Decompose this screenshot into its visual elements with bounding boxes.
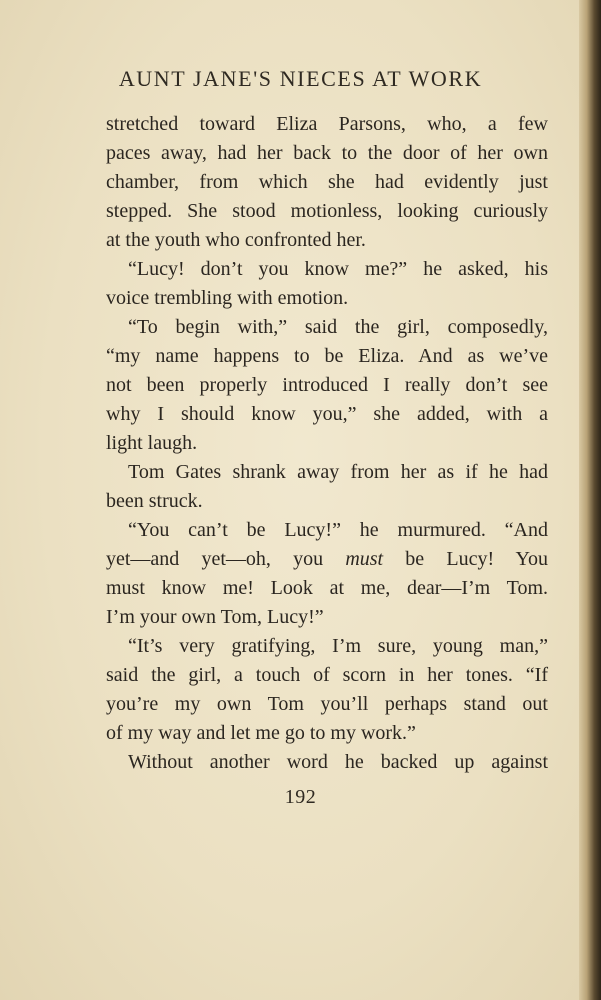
- text-line: stretched toward Eliza Parsons, who, a few: [106, 113, 548, 135]
- text-line: chamber, from which she had evidently just: [106, 171, 548, 193]
- text-line: why I should know you,” she added, with a: [106, 403, 548, 425]
- emphasized-word: must: [345, 548, 384, 570]
- text-line: “Lucy! don’t you know me?” he asked, his: [128, 258, 548, 280]
- text-fragment: be Lucy! You: [383, 548, 548, 570]
- text-line: “To begin with,” said the girl, composedly,: [128, 316, 548, 338]
- text-fragment: yet—and yet—oh, you: [106, 548, 346, 570]
- text-line: of my way and let me go to my work.”: [106, 722, 416, 744]
- text-line: “my name happens to be Eliza. And as we’ve: [106, 345, 548, 367]
- running-head: AUNT JANE'S NIECES AT WORK: [118, 66, 483, 91]
- text-line: voice trembling with emotion.: [106, 287, 349, 309]
- text-line: Tom Gates shrank away from her as if he had: [128, 461, 548, 483]
- page-number: 192: [284, 786, 317, 808]
- body-text: [106, 110, 548, 777]
- text-line: light laugh.: [106, 432, 198, 454]
- text-line: at the youth who confronted her.: [106, 229, 366, 251]
- text-line: said the girl, a touch of scorn in her tones. “If: [106, 664, 548, 686]
- text-line: Without another word he backed up against: [128, 751, 548, 773]
- text-line: paces away, had her back to the door of her own: [106, 142, 548, 164]
- book-spine-shadow: [579, 0, 601, 1000]
- text-line: must know me! Look at me, dear—I’m Tom.: [106, 577, 548, 599]
- text-line: stepped. She stood motionless, looking curiously: [106, 200, 548, 222]
- text-line-emphasis: [106, 545, 548, 574]
- text-line: not been properly introduced I really don’t see: [106, 374, 548, 396]
- text-line: “It’s very gratifying, I’m sure, young man,”: [128, 635, 548, 657]
- text-line: “You can’t be Lucy!” he murmured. “And: [128, 519, 548, 541]
- text-line: been struck.: [106, 490, 203, 512]
- text-line: you’re my own Tom you’ll perhaps stand out: [106, 693, 548, 715]
- text-line: I’m your own Tom, Lucy!”: [106, 606, 324, 628]
